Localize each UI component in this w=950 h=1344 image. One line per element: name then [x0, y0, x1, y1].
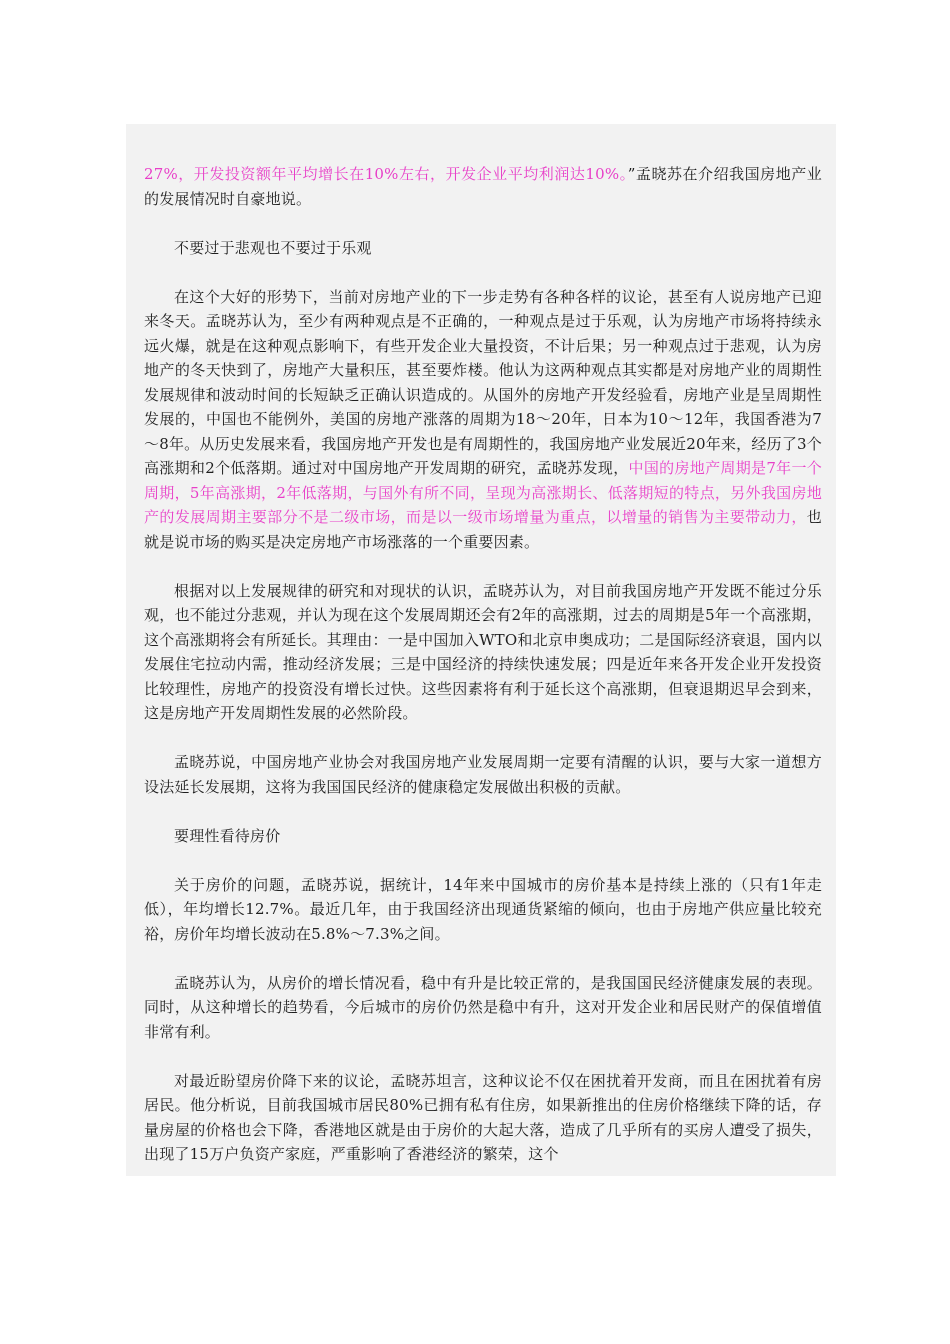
- document-page: [126, 124, 836, 1176]
- highlighted-text: 中国的房地产周期是7年一个周期，5年高涨期，2年低落期，与国外有所不同，呈现为高涨期长、低落期短的特点，另外我国房地产的发展周期主要部分不是二级市场，而是以一级市场增量为重点，以增量的销售为主要带动力，: [144, 459, 822, 526]
- paragraph-2: [144, 285, 822, 555]
- article-body: [144, 162, 822, 1176]
- paragraph-7: 对最近盼望房价降下来的议论，孟晓苏坦言，这种议论不仅在困扰着开发商，而且在困扰着有房居民。他分析说，目前我国城市居民80%已拥有私有住房，如果新推出的住房价格继续下降的话，存量房屋的价格也会下降，香港地区就是由于房价的大起大落，造成了几乎所有的买房人遭受了损失，出现了15万户负资产家庭，严重影响了香港经济的繁荣，这个: [144, 1071, 822, 1163]
- section-heading-1: 不要过于悲观也不要过于乐观: [174, 238, 372, 257]
- paragraph-5: 关于房价的问题，孟晓苏说，据统计，14年来中国城市的房价基本是持续上涨的（只有1年走低），年均增长12.7%。最近几年，由于我国经济出现通货紧缩的倾向，也由于房地产供应量比较充裕，房价年均增长波动在5.8%～7.3%之间。: [144, 875, 822, 943]
- section-heading-2: 要理性看待房价: [174, 826, 281, 845]
- paragraph-1: [144, 162, 822, 211]
- paragraph-3: 根据对以上发展规律的研究和对现状的认识，孟晓苏认为，对目前我国房地产开发既不能过分乐观，也不能过分悲观，并认为现在这个发展周期还会有2年的高涨期，过去的周期是5年一个高涨期，这个高涨期将会有所延长。其理由：一是中国加入WTO和北京申奥成功；二是国际经济衰退，国内以发展住宅拉动内需，推动经济发展；三是中国经济的持续快速发展；四是近年来各开发企业开发投资比较理性，房地产的投资没有增长过快。这些因素将有利于延长这个高涨期，但衰退期迟早会到来，这是房地产开发周期性发展的必然阶段。: [144, 581, 822, 722]
- highlighted-text: 27%，开发投资额年平均增长在10%左右，开发企业平均利润达10%。: [144, 165, 628, 183]
- body-text: 也就是说市场的购买是决定房地产市场涨落的一个重要因素。: [144, 508, 822, 551]
- body-text: ”孟晓苏在介绍我国房地产业的发展情况时自豪地说。: [144, 165, 822, 208]
- paragraph-6: 孟晓苏认为，从房价的增长情况看，稳中有升是比较正常的，是我国国民经济健康发展的表现。同时，从这种增长的趋势看，今后城市的房价仍然是稳中有升，这对开发企业和居民财产的保值增值非常有利。: [144, 973, 822, 1041]
- body-text: 在这个大好的形势下，当前对房地产业的下一步走势有各种各样的议论，甚至有人说房地产已迎来冬天。孟晓苏认为，至少有两种观点是不正确的，一种观点是过于乐观，认为房地产市场将持续永远火爆，就是在这种观点影响下，有些开发企业大量投资，不计后果；另一种观点过于悲观，认为房地产的冬天快到了，房地产大量积压，甚至要炸楼。他认为这两种观点其实都是对房地产业的周期性发展规律和波动时间的长短缺乏正确认识造成的。从国外的房地产开发经验看，房地产业是呈周期性发展的，中国也不能例外，美国的房地产涨落的周期为18～20年，日本为10～12年，我国香港为7～8年。从历史发展来看，我国房地产开发也是有周期性的，我国房地产业发展近20年来，经历了3个高涨期和2个低落期。通过对中国房地产开发周期的研究，孟晓苏发现，: [144, 287, 822, 477]
- paragraph-4: 孟晓苏说，中国房地产业协会对我国房地产业发展周期一定要有清醒的认识，要与大家一道想方设法延长发展期，这将为我国国民经济的健康稳定发展做出积极的贡献。: [144, 753, 822, 796]
